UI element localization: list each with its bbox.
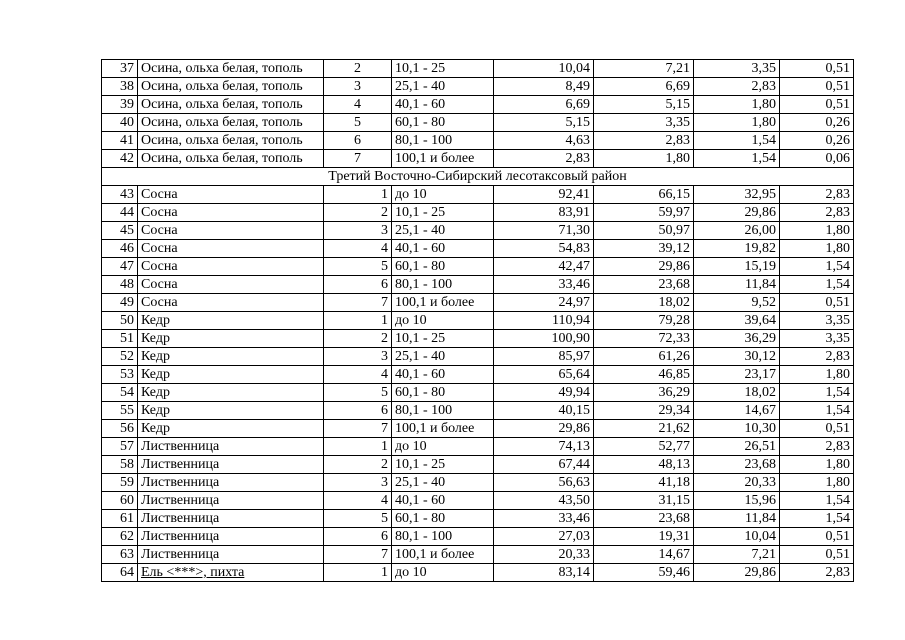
- row-number-cell: 42: [102, 150, 138, 168]
- rate-cell: 30,12: [694, 348, 780, 366]
- rate-cell: 3,35: [594, 114, 694, 132]
- table-row: [102, 492, 854, 510]
- rate-cell: 83,14: [494, 564, 594, 582]
- rate-cell: 2,83: [780, 186, 854, 204]
- species-cell: Осина, ольха белая, тополь: [138, 96, 324, 114]
- rate-cell: 2,83: [694, 78, 780, 96]
- category-cell: 7: [324, 420, 392, 438]
- rate-cell: 39,64: [694, 312, 780, 330]
- row-number-cell: 57: [102, 438, 138, 456]
- diameter-range-cell: 40,1 - 60: [392, 96, 494, 114]
- rate-cell: 14,67: [594, 546, 694, 564]
- row-number-cell: 38: [102, 78, 138, 96]
- rate-cell: 52,77: [594, 438, 694, 456]
- rate-cell: 26,00: [694, 222, 780, 240]
- rate-cell: 15,19: [694, 258, 780, 276]
- diameter-range-cell: 40,1 - 60: [392, 366, 494, 384]
- rate-cell: 48,13: [594, 456, 694, 474]
- category-cell: 5: [324, 384, 392, 402]
- rate-cell: 1,54: [694, 132, 780, 150]
- table-row: [102, 528, 854, 546]
- rate-cell: 20,33: [694, 474, 780, 492]
- row-number-cell: 46: [102, 240, 138, 258]
- rate-cell: 0,06: [780, 150, 854, 168]
- rate-cell: 49,94: [494, 384, 594, 402]
- category-cell: 2: [324, 60, 392, 78]
- rate-cell: 18,02: [594, 294, 694, 312]
- species-cell: Сосна: [138, 276, 324, 294]
- rate-cell: 1,80: [780, 240, 854, 258]
- diameter-range-cell: 25,1 - 40: [392, 474, 494, 492]
- rate-cell: 0,51: [780, 420, 854, 438]
- rate-cell: 1,54: [780, 510, 854, 528]
- row-number-cell: 43: [102, 186, 138, 204]
- row-number-cell: 64: [102, 564, 138, 582]
- row-number-cell: 61: [102, 510, 138, 528]
- rate-cell: 8,49: [494, 78, 594, 96]
- table-row: [102, 204, 854, 222]
- rate-cell: 3,35: [780, 312, 854, 330]
- diameter-range-cell: до 10: [392, 186, 494, 204]
- species-cell: Сосна: [138, 186, 324, 204]
- diameter-range-cell: 80,1 - 100: [392, 132, 494, 150]
- region-header-row: [102, 168, 854, 186]
- category-cell: 6: [324, 402, 392, 420]
- rate-cell: 100,90: [494, 330, 594, 348]
- rate-cell: 2,83: [780, 204, 854, 222]
- table-row: [102, 258, 854, 276]
- category-cell: 4: [324, 492, 392, 510]
- diameter-range-cell: 60,1 - 80: [392, 114, 494, 132]
- rate-cell: 19,31: [594, 528, 694, 546]
- species-cell: Сосна: [138, 294, 324, 312]
- species-cell: Лиственница: [138, 528, 324, 546]
- diameter-range-cell: 40,1 - 60: [392, 240, 494, 258]
- rate-cell: 6,69: [594, 78, 694, 96]
- rate-cell: 23,68: [594, 510, 694, 528]
- diameter-range-cell: 25,1 - 40: [392, 348, 494, 366]
- category-cell: 4: [324, 96, 392, 114]
- species-cell: Лиственница: [138, 456, 324, 474]
- table-section-region: [102, 168, 854, 186]
- rate-cell: 32,95: [694, 186, 780, 204]
- table-row: [102, 420, 854, 438]
- diameter-range-cell: 10,1 - 25: [392, 456, 494, 474]
- rate-cell: 67,44: [494, 456, 594, 474]
- rate-cell: 2,83: [780, 348, 854, 366]
- rate-cell: 36,29: [594, 384, 694, 402]
- row-number-cell: 37: [102, 60, 138, 78]
- table-row: [102, 78, 854, 96]
- rate-cell: 29,34: [594, 402, 694, 420]
- category-cell: 6: [324, 132, 392, 150]
- table-row: [102, 114, 854, 132]
- row-number-cell: 58: [102, 456, 138, 474]
- species-cell: Лиственница: [138, 546, 324, 564]
- row-number-cell: 44: [102, 204, 138, 222]
- rate-cell: 2,83: [780, 438, 854, 456]
- rate-cell: 54,83: [494, 240, 594, 258]
- rate-cell: 10,30: [694, 420, 780, 438]
- diameter-range-cell: 10,1 - 25: [392, 204, 494, 222]
- rate-cell: 42,47: [494, 258, 594, 276]
- row-number-cell: 51: [102, 330, 138, 348]
- row-number-cell: 56: [102, 420, 138, 438]
- table-row: [102, 510, 854, 528]
- table-row: [102, 348, 854, 366]
- rate-cell: 21,62: [594, 420, 694, 438]
- rate-cell: 23,68: [594, 276, 694, 294]
- rate-cell: 10,04: [694, 528, 780, 546]
- table-row: [102, 186, 854, 204]
- category-cell: 6: [324, 276, 392, 294]
- rate-cell: 110,94: [494, 312, 594, 330]
- rate-cell: 41,18: [594, 474, 694, 492]
- rate-cell: 31,15: [594, 492, 694, 510]
- rate-cell: 1,54: [780, 402, 854, 420]
- rate-cell: 27,03: [494, 528, 594, 546]
- species-cell: Кедр: [138, 348, 324, 366]
- rate-cell: 0,26: [780, 114, 854, 132]
- category-cell: 2: [324, 330, 392, 348]
- table-row: [102, 438, 854, 456]
- rate-cell: 11,84: [694, 276, 780, 294]
- rate-cell: 14,67: [694, 402, 780, 420]
- rate-cell: 20,33: [494, 546, 594, 564]
- species-cell: Осина, ольха белая, тополь: [138, 132, 324, 150]
- rate-cell: 19,82: [694, 240, 780, 258]
- rate-cell: 29,86: [594, 258, 694, 276]
- table-row: [102, 456, 854, 474]
- species-cell: Осина, ольха белая, тополь: [138, 78, 324, 96]
- species-cell: Лиственница: [138, 510, 324, 528]
- species-cell: Лиственница: [138, 438, 324, 456]
- rate-cell: 23,68: [694, 456, 780, 474]
- rate-cell: 29,86: [694, 204, 780, 222]
- row-number-cell: 49: [102, 294, 138, 312]
- rate-cell: 1,54: [780, 492, 854, 510]
- rate-cell: 0,51: [780, 96, 854, 114]
- row-number-cell: 63: [102, 546, 138, 564]
- table-row: [102, 150, 854, 168]
- rate-cell: 6,69: [494, 96, 594, 114]
- category-cell: 3: [324, 348, 392, 366]
- category-cell: 5: [324, 510, 392, 528]
- species-cell: Сосна: [138, 222, 324, 240]
- species-cell: [138, 564, 324, 582]
- rate-cell: 40,15: [494, 402, 594, 420]
- rate-cell: 59,46: [594, 564, 694, 582]
- species-cell: Осина, ольха белая, тополь: [138, 150, 324, 168]
- row-number-cell: 41: [102, 132, 138, 150]
- rate-cell: 1,80: [594, 150, 694, 168]
- table-row: [102, 294, 854, 312]
- rate-cell: 36,29: [694, 330, 780, 348]
- diameter-range-cell: 80,1 - 100: [392, 528, 494, 546]
- species-cell: Лиственница: [138, 492, 324, 510]
- table-row: [102, 384, 854, 402]
- rate-cell: 7,21: [694, 546, 780, 564]
- rate-cell: 71,30: [494, 222, 594, 240]
- diameter-range-cell: 100,1 и более: [392, 546, 494, 564]
- rate-cell: 43,50: [494, 492, 594, 510]
- table-row: [102, 132, 854, 150]
- diameter-range-cell: до 10: [392, 312, 494, 330]
- diameter-range-cell: 60,1 - 80: [392, 510, 494, 528]
- rate-cell: 1,54: [780, 276, 854, 294]
- row-number-cell: 59: [102, 474, 138, 492]
- rate-cell: 1,54: [780, 384, 854, 402]
- species-cell: Осина, ольха белая, тополь: [138, 60, 324, 78]
- rate-cell: 3,35: [780, 330, 854, 348]
- row-number-cell: 60: [102, 492, 138, 510]
- species-cell: Сосна: [138, 204, 324, 222]
- diameter-range-cell: 80,1 - 100: [392, 402, 494, 420]
- species-cell: Кедр: [138, 312, 324, 330]
- rate-cell: 18,02: [694, 384, 780, 402]
- rate-cell: 1,80: [780, 366, 854, 384]
- category-cell: 3: [324, 222, 392, 240]
- rate-cell: 59,97: [594, 204, 694, 222]
- diameter-range-cell: 25,1 - 40: [392, 78, 494, 96]
- rate-cell: 24,97: [494, 294, 594, 312]
- table-row: [102, 564, 854, 582]
- rate-cell: 0,51: [780, 294, 854, 312]
- rate-cell: 39,12: [594, 240, 694, 258]
- species-cell: Кедр: [138, 402, 324, 420]
- rate-cell: 1,80: [694, 96, 780, 114]
- category-cell: 4: [324, 240, 392, 258]
- rate-cell: 1,54: [780, 258, 854, 276]
- rate-cell: 1,80: [780, 222, 854, 240]
- table-row: [102, 474, 854, 492]
- rate-cell: 50,97: [594, 222, 694, 240]
- rate-cell: 0,51: [780, 60, 854, 78]
- tariff-table: [101, 59, 854, 582]
- species-cell: Кедр: [138, 384, 324, 402]
- rate-cell: 5,15: [594, 96, 694, 114]
- species-cell: Кедр: [138, 330, 324, 348]
- row-number-cell: 48: [102, 276, 138, 294]
- species-cell: Сосна: [138, 240, 324, 258]
- row-number-cell: 47: [102, 258, 138, 276]
- table-row: [102, 312, 854, 330]
- row-number-cell: 45: [102, 222, 138, 240]
- diameter-range-cell: 60,1 - 80: [392, 258, 494, 276]
- table-row: [102, 402, 854, 420]
- table-row: [102, 240, 854, 258]
- row-number-cell: 54: [102, 384, 138, 402]
- species-label: Ель <***>, пихта: [141, 565, 245, 580]
- table-row: [102, 276, 854, 294]
- category-cell: 2: [324, 204, 392, 222]
- rate-cell: 5,15: [494, 114, 594, 132]
- row-number-cell: 40: [102, 114, 138, 132]
- category-cell: 3: [324, 78, 392, 96]
- category-cell: 7: [324, 294, 392, 312]
- category-cell: 5: [324, 258, 392, 276]
- rate-cell: 26,51: [694, 438, 780, 456]
- rate-cell: 74,13: [494, 438, 594, 456]
- rate-cell: 2,83: [780, 564, 854, 582]
- table-row: [102, 330, 854, 348]
- rate-cell: 3,35: [694, 60, 780, 78]
- category-cell: 6: [324, 528, 392, 546]
- row-number-cell: 50: [102, 312, 138, 330]
- diameter-range-cell: до 10: [392, 438, 494, 456]
- rate-cell: 2,83: [494, 150, 594, 168]
- category-cell: 7: [324, 546, 392, 564]
- diameter-range-cell: 25,1 - 40: [392, 222, 494, 240]
- diameter-range-cell: 10,1 - 25: [392, 60, 494, 78]
- row-number-cell: 39: [102, 96, 138, 114]
- diameter-range-cell: 100,1 и более: [392, 150, 494, 168]
- diameter-range-cell: 100,1 и более: [392, 294, 494, 312]
- rate-cell: 92,41: [494, 186, 594, 204]
- species-cell: Кедр: [138, 366, 324, 384]
- diameter-range-cell: 100,1 и более: [392, 420, 494, 438]
- category-cell: 5: [324, 114, 392, 132]
- region-title: Третий Восточно-Сибирский лесотаксовый район: [102, 168, 854, 186]
- rate-cell: 0,51: [780, 78, 854, 96]
- table-row: [102, 366, 854, 384]
- rate-cell: 29,86: [494, 420, 594, 438]
- table-row: [102, 60, 854, 78]
- rate-cell: 85,97: [494, 348, 594, 366]
- rate-cell: 56,63: [494, 474, 594, 492]
- rate-cell: 1,80: [694, 114, 780, 132]
- table-row: [102, 546, 854, 564]
- species-cell: Кедр: [138, 420, 324, 438]
- category-cell: 3: [324, 474, 392, 492]
- rate-cell: 72,33: [594, 330, 694, 348]
- rate-cell: 0,51: [780, 528, 854, 546]
- table-row: [102, 96, 854, 114]
- category-cell: 7: [324, 150, 392, 168]
- table-row: [102, 222, 854, 240]
- rate-cell: 1,80: [780, 474, 854, 492]
- rate-cell: 9,52: [694, 294, 780, 312]
- rate-cell: 15,96: [694, 492, 780, 510]
- species-cell: Лиственница: [138, 474, 324, 492]
- diameter-range-cell: 80,1 - 100: [392, 276, 494, 294]
- table-section-top: [102, 60, 854, 168]
- rate-cell: 66,15: [594, 186, 694, 204]
- rate-cell: 2,83: [594, 132, 694, 150]
- category-cell: 1: [324, 186, 392, 204]
- rate-cell: 0,26: [780, 132, 854, 150]
- category-cell: 1: [324, 438, 392, 456]
- rate-cell: 1,80: [780, 456, 854, 474]
- row-number-cell: 53: [102, 366, 138, 384]
- rate-cell: 0,51: [780, 546, 854, 564]
- rate-cell: 7,21: [594, 60, 694, 78]
- category-cell: 1: [324, 312, 392, 330]
- rate-cell: 61,26: [594, 348, 694, 366]
- diameter-range-cell: 40,1 - 60: [392, 492, 494, 510]
- rate-cell: 23,17: [694, 366, 780, 384]
- row-number-cell: 55: [102, 402, 138, 420]
- rate-cell: 83,91: [494, 204, 594, 222]
- species-cell: Сосна: [138, 258, 324, 276]
- rate-cell: 33,46: [494, 510, 594, 528]
- rate-cell: 10,04: [494, 60, 594, 78]
- rate-cell: 1,54: [694, 150, 780, 168]
- rate-cell: 11,84: [694, 510, 780, 528]
- rate-cell: 65,64: [494, 366, 594, 384]
- rate-cell: 4,63: [494, 132, 594, 150]
- diameter-range-cell: до 10: [392, 564, 494, 582]
- rate-cell: 79,28: [594, 312, 694, 330]
- row-number-cell: 62: [102, 528, 138, 546]
- rate-cell: 29,86: [694, 564, 780, 582]
- category-cell: 2: [324, 456, 392, 474]
- table-section-bottom: [102, 186, 854, 582]
- species-cell: Осина, ольха белая, тополь: [138, 114, 324, 132]
- diameter-range-cell: 10,1 - 25: [392, 330, 494, 348]
- row-number-cell: 52: [102, 348, 138, 366]
- rate-cell: 46,85: [594, 366, 694, 384]
- category-cell: 4: [324, 366, 392, 384]
- category-cell: 1: [324, 564, 392, 582]
- rate-cell: 33,46: [494, 276, 594, 294]
- diameter-range-cell: 60,1 - 80: [392, 384, 494, 402]
